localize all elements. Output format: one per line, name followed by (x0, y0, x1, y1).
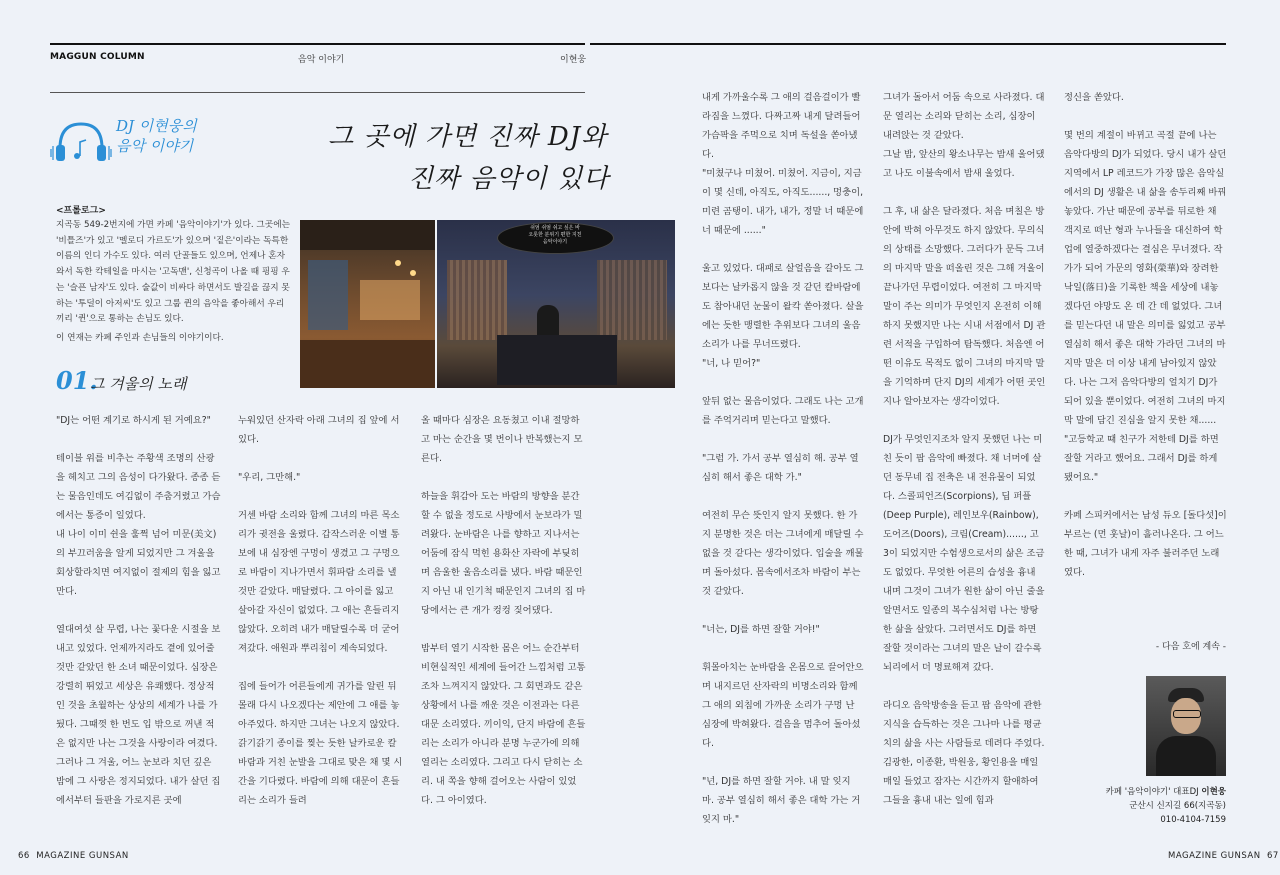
prologue-text: 지곡동 549-2번지에 가면 카페 '음악이야기'가 있다. 그곳에는 '비틀즈'가 있고 '멜로디 가르도'가 있으며 '짙은'이라는 독특한 이름의 인디 가수도 있다. 여러 단골들도 있으며, 언제나 혼자 와서 독한 칵테일을 마시는 '고독맨', 신청곡이 나올 때 핑핑 우는 '슬픈 남자'도 있다. 술값이 비싸다 하면서도 발길을 끊지 못하는 '투덜이 아저씨'도 있고 그룹 퀸의 음악을 좋아해서 우리끼리 '퀸'으로 통하는 손님도 있다. (56, 220, 290, 325)
paragraph: 몇 번의 계절이 바뀌고 곡절 끝에 나는 음악다방의 DJ가 되었다. 당시 내가 살던 지역에서 LP 레코드가 가장 많은 음악실에서의 DJ 생활은 내 삶을 송두리째 바꿔 놓았다. 가난 때문에 공부를 뒤로한 채 객지로 떠난 형과 누나들을 대신하여 학업에 열중하겠다는 결심은 무너졌다. 작가가 되어 가문의 영화(榮華)와 장려한 낙일(落日)을 기록한 책을 세상에 내놓겠다던 야망도 온 데 간 데 없었다. 그녀를 믿는다던 내 말은 의미를 잃었고 공부 열심히 해서 좋은 대학 가라던 그녀의 마지막 말은 더 이상 내게 남아있지 않았다. 나는 그저 음악다방의 얼치기 DJ가 되어 있을 뿐이었다. 여전히 그녀의 마지막 말에 담긴 진심을 알지 못한 채...... (1064, 130, 1227, 426)
cafe-interior-photo (300, 220, 435, 388)
paragraph: "넌, DJ를 하면 잘할 거야. 내 말 잊지 마. 공부 열심히 해서 좋은 대학 가는 거 잊지 마." (702, 776, 861, 825)
profile-name-line (1080, 786, 1226, 799)
paragraph: 하늘을 휘감아 도는 바람의 방향을 분간할 수 없을 정도로 사방에서 눈보라가 밀려왔다. 눈바람은 나를 향하고 지나서는 어둠에 잠식 먹힌 용화산 자락에 부딪히며 음울한 울음소리를 냈다. 바람 때문인지 아닌 내 인기척 때문인지 그녀의 집 마당에서는 큰 개가 컹컹 짖어댔다. (421, 491, 586, 616)
dj-booth-photo (437, 220, 675, 388)
text-column-4 (702, 88, 864, 829)
title-line1: 그 곳에 가면 진짜 DJ와 (328, 122, 608, 152)
brand-title (116, 116, 197, 156)
paragraph: 올 때마다 심장은 요동쳤고 이내 절망하고 마는 순간을 몇 번이나 반복했는지 모른다. (421, 415, 583, 464)
paragraph: 여전히 무슨 뜻인지 알지 못했다. 한 가지 분명한 것은 더는 그녀에게 매달릴 수 없을 것 같다는 생각이었다. 입술을 깨물며 돌아섰다. 몸속에서조차 바람이 부는 것 같았다. (702, 510, 864, 597)
text-column-1 (56, 411, 222, 810)
paragraph: DJ가 무엇인지조차 알지 못했던 나는 미친 듯이 팝 음악에 빠졌다. 채 너머에 살던 동무네 집 전축은 내 전유물이 되었다. 스콜피언즈(Scorpions), 딥 퍼플(Deep Purple), 레인보우(Rainbow), 도어즈(Doors), 크림(Cream)......, 고 3이 되었지만 수험생으로서의 삶은 조금도 없었다. 무엇한 어른의 습성을 흉내 내며 그것이 그녀가 원한 삶이 아닌 줄을 알면서도 일종의 복수심처럼 나는 방탕한 삶을 살았다. 그러면서도 DJ를 하면 잘할 것이라는 그녀의 말은 날이 갈수록 뇌리에서 더 명료해져 갔다. (883, 434, 1045, 673)
column-label: MAGGUN COLUMN (50, 52, 145, 62)
paragraph: 그 후, 내 삶은 달라졌다. 처음 며칠은 방안에 박혀 아무것도 하지 않았다. 무의식의 상태를 소망했다. 그러다가 문득 그녀의 마지막 말을 떠올린 것은 그해 겨울이 끝나가던 무렵이었다. 여전히 그 마지막 말이 주는 의미가 무엇인지 온전히 이해하지 못했지만 나는 시내 서점에서 DJ 관련 서적을 구입하여 탐독했다. 처음엔 어떤 이유도 목적도 없이 그녀의 마지막 말을 기억하며 단지 DJ의 세계가 어떤 곳인지나 알아보자는 생각이었다. (883, 206, 1046, 407)
title-line2: 진짜 음악이 있다 (408, 164, 610, 194)
paragraph: 내게 가까울수록 그 애의 걸음걸이가 빨라짐을 느꼈다. 다짜고짜 내게 달려들어 가슴팍을 주먹으로 치며 독설을 쏟아냈다. (702, 92, 861, 160)
paragraph: 그녀가 돌아서 어둠 속으로 사라졌다. 대문 열리는 소리와 닫히는 소리, 심장이 내려앉는 것 같았다. (883, 92, 1045, 141)
text-column-5 (883, 88, 1046, 810)
sign-line2: 오롯한 분위기 편한 지친 (528, 232, 582, 238)
paragraph: 카페 스피커에서는 남성 듀오 [돌다섯]이 부르는 (먼 훗날)이 흘러나온다. 그 어느 한 때, 그녀가 내게 자주 불러주던 노래였다. (1064, 510, 1227, 578)
continued-note: - 다음 호에 계속 - (1155, 642, 1226, 652)
paragraph: 누워있던 산자락 아래 그녀의 집 앞에 서있다. (238, 415, 400, 445)
prologue-heading: <프롤로그> (56, 206, 106, 216)
page-number: 66 (18, 851, 30, 861)
author-label: 이현웅 (560, 55, 587, 65)
paragraph: 정신을 쏟았다. (1064, 92, 1124, 103)
magazine-name: MAGAZINE GUNSAN (36, 851, 129, 861)
prologue-end: 이 연재는 카페 주인과 손님들의 이야기이다. (56, 333, 224, 343)
section-label: 음악 이야기 (298, 55, 345, 65)
paragraph: 그날 밤, 앞산의 왕소나무는 밤새 울어댔고 나도 이불속에서 밤새 울었다. (883, 149, 1045, 179)
paragraph: 울고 있었다. 대패로 살얼음을 갈아도 그보다는 날카롭지 않을 것 같던 칼바람에도 참아내던 눈물이 왈칵 쏟아졌다. 살을 에는 듯한 맹렬한 추위보다 그녀의 울음소리가 나를 무너뜨렸다. (702, 263, 864, 350)
text-column-3 (421, 411, 587, 810)
paragraph: "우리, 그만해." (238, 472, 301, 483)
paragraph: "그럼 가. 가서 공부 열심히 해. 공부 열심히 해서 좋은 대학 가." (702, 453, 859, 483)
header-rule-left (50, 43, 585, 45)
text-column-6 (1064, 88, 1227, 582)
brand-line1: DJ 이현웅의 (116, 117, 197, 135)
page-number-right (1168, 851, 1279, 861)
profile-address: 군산시 신지길 66(지곡동) (1129, 801, 1226, 811)
paragraph: "고등학교 때 친구가 저한테 DJ를 하면 잘할 거라고 했어요. 그래서 DJ를 하게 됐어요." (1064, 434, 1219, 483)
author-portrait (1146, 676, 1226, 776)
paragraph: 열대여섯 살 무렵, 나는 꽃다운 시절을 보내고 있었다. 언제까지라도 곁에 있어줄 것만 같았던 한 소녀 때문이었다. 심장은 강렬히 뛰었고 세상은 유쾌했다. 정상적인 것을 초월하는 상상의 세계가 나를 가뒀다. 그때껏 한 번도 입 밖으로 꺼낸 적은 없지만 나는 그것을 사랑이라 여겼다. (56, 624, 221, 749)
sign-line1: 쉬엄 쉬엄 쉬고 싶은 바 (530, 225, 580, 231)
header-divider (50, 92, 585, 93)
brand-line2: 음악 이야기 (116, 137, 194, 155)
paragraph: "너는, DJ를 하면 잘할 거야!" (702, 624, 820, 635)
paragraph: "너, 나 믿어?" (702, 358, 761, 369)
sign-line3: 음악이야기 (542, 239, 568, 245)
page-number-left (18, 851, 129, 861)
paragraph: 그러나 그 겨울, 어느 눈보라 치던 깊은 밤에 그 사랑은 정지되었다. 내가 살던 집에서부터 들판을 가로지른 곳에 (56, 757, 221, 806)
profile-name-prefix: 카페 '음악이야기' 대표DJ (1105, 787, 1202, 797)
paragraph: 앞뒤 없는 물음이었다. 그래도 나는 고개를 주억거리며 믿는다고 말했다. (702, 396, 864, 426)
paragraph: 내 나이 이미 쉰을 훌쩍 넘어 미문(美文)의 부끄러움을 알게 되었지만 그 겨울을 회상할라치면 여지없이 절제의 힘을 잃고 만다. (56, 529, 221, 597)
paragraph: 라디오 음악방송을 듣고 팝 음악에 관한 지식을 습득하는 것은 그나마 나를 평균치의 삶을 사는 사람들로 데려다 주었다. 김광한, 이종환, 박원웅, 황인용을 매일매일 들었고 잠자는 시간까지 할애하여 그들을 흉내 내는 일에 힘과 (883, 700, 1045, 806)
paragraph: 밤부터 열기 시작한 몸은 어느 순간부터 비현실적인 세계에 들어간 느낌처럼 고통조차 느껴지지 않았다. 그 회면과도 같은 상황에서 나를 깨운 것은 이전과는 다른 대문 소리였다. 끼이익, 단지 바람에 흔들리는 소리가 아니라 분명 누군가에 의해 열리는 소리였다. 그리고 다시 닫히는 소리. 내 쪽을 향해 걸어오는 사람이 있었다. 그 아이였다. (421, 643, 586, 806)
page-number: 67 (1266, 851, 1279, 861)
section-number: 01. (56, 366, 98, 395)
paragraph: 휘몰아치는 눈바람을 온몸으로 끌어안으며 내지르던 산자락의 비명소리와 함께 그 애의 외침에 가까운 소리가 구멍 난 심장에 박혀왔다. 걸음을 멈추어 돌아섰다. (702, 662, 864, 749)
paragraph: "DJ는 어떤 계기로 하시게 된 거예요?" (56, 415, 211, 426)
profile-phone: 010-4104-7159 (1160, 815, 1226, 825)
brand-block (50, 112, 310, 172)
text-column-2 (238, 411, 404, 810)
headphone-icon (50, 118, 112, 168)
profile-name: 이현웅 (1201, 787, 1226, 797)
paragraph: "미쳤구나 미쳤어. 미쳤어. 지금이, 지금이 몇 신데, 아직도, 아직도......, 멍충이, 미련 곰탱이. 내가, 내가, 정말 너 때문에 너 때문에 ......" (702, 168, 864, 236)
magazine-name: MAGAZINE GUNSAN (1168, 851, 1261, 861)
paragraph: 테이블 위를 비추는 주황색 조명의 산광을 헤치고 그의 음성이 다가왔다. 종종 듣는 물음인데도 여김없이 주춤거렸고 가슴에서는 통증이 일었다. (56, 453, 221, 521)
header-rule-right (590, 43, 1226, 45)
paragraph: 집에 들어가 어른들에게 귀가를 알린 뒤 몰래 다시 나오겠다는 제안에 그 애를 놓아주었다. 하지만 그녀는 나오지 않았다. 갉기갉기 종이를 찢는 듯한 날카로운 칼바람과 거친 눈발을 그대로 맞은 채 몇 시간을 기다렸다. 바람에 의해 대문이 흔들리는 소리가 들려 (238, 681, 403, 806)
paragraph: 거센 바람 소리와 함께 그녀의 마른 목소리가 귓전을 울렸다. 갑작스러운 이별 통보에 내 심장엔 구멍이 생겼고 그 구멍으로 바람이 지나가면서 휘파람 소리를 낼 것만 같았다. 매달렸다. 그 아이를 잃고 살아갈 자신이 없었다. 그 애는 흔들리지 않았다. 오히려 내가 매달릴수록 더 굳어져갔다. 애원과 뿌리침이 계속되었다. (238, 510, 400, 654)
section-title: 그 겨울의 노래 (90, 375, 187, 393)
